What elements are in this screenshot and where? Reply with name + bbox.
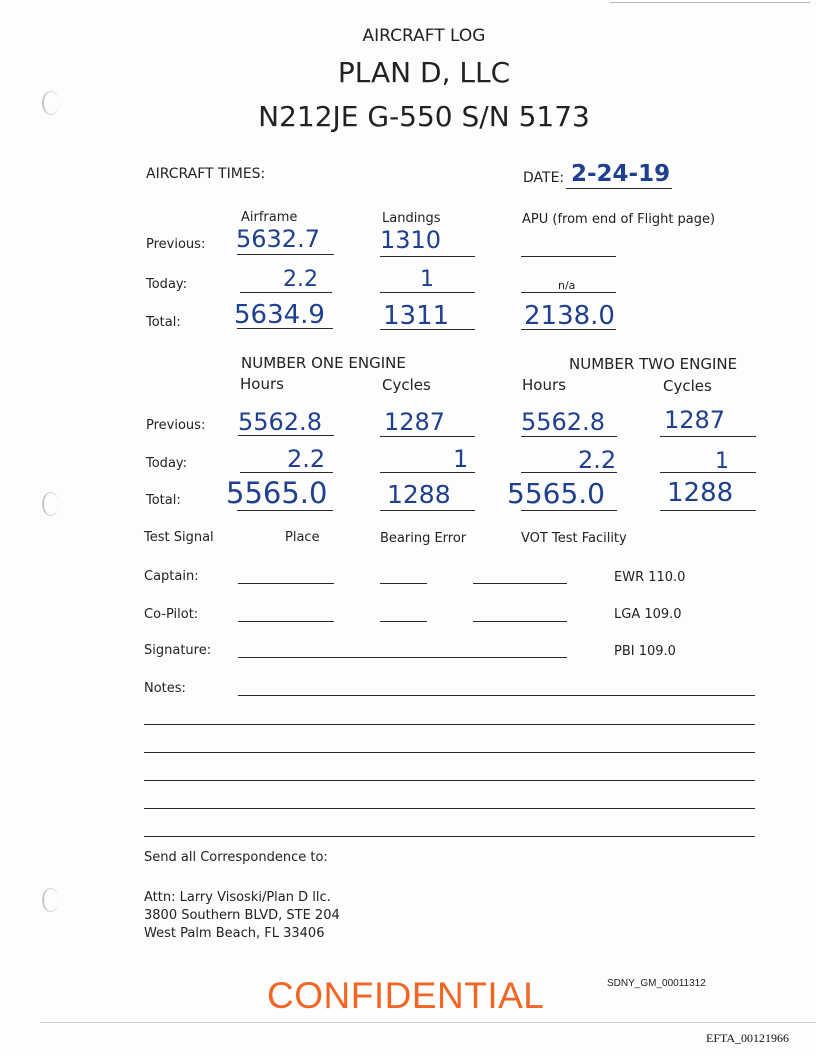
engine-one-today-cycles: 1 <box>453 445 469 473</box>
engine-two-today-hours-line <box>521 472 617 473</box>
place-header: Place <box>285 530 320 545</box>
vot-ewr: EWR 110.0 <box>614 570 686 585</box>
engine-one-previous-hours-line <box>238 435 334 436</box>
notes-line <box>238 695 755 696</box>
engine-today-row-label: Today: <box>146 456 188 471</box>
date-value: 2-24-19 <box>571 161 671 187</box>
company-name: PLAN D, LLC <box>337 56 511 89</box>
engine-one-hours-header: Hours <box>240 375 284 393</box>
engine-two-total-hours: 5565.0 <box>507 477 605 510</box>
copilot-vot-line <box>473 621 567 622</box>
copilot-place-line <box>238 621 334 622</box>
engine-one-total-hours: 5565.0 <box>226 476 328 510</box>
aircraft-identifier: N212JE G-550 S/N 5173 <box>258 100 590 133</box>
engine-previous-row-label: Previous: <box>146 418 206 433</box>
captain-vot-line <box>473 583 567 584</box>
binder-hole-icon <box>42 888 59 912</box>
engine-two-total-cycles-line <box>660 510 756 511</box>
captain-place-line <box>238 583 334 584</box>
vot-pbi: PBI 109.0 <box>614 644 676 659</box>
today-airframe-line <box>240 292 332 293</box>
engine-two-previous-cycles: 1287 <box>664 406 726 434</box>
engine-two-total-cycles: 1288 <box>667 478 734 508</box>
correspondence-heading: Send all Correspondence to: <box>144 850 328 865</box>
engine-two-hours-header: Hours <box>522 376 566 394</box>
date-label: DATE: <box>523 170 565 186</box>
log-title: AIRCRAFT LOG <box>362 26 486 46</box>
today-landings-line <box>380 292 475 293</box>
scan-edge-line <box>610 2 810 3</box>
notes-line <box>144 836 755 837</box>
previous-apu-line <box>521 256 616 257</box>
test-signal-header: Test Signal <box>144 530 214 545</box>
vot-lga: LGA 109.0 <box>614 607 682 622</box>
engine-one-total-cycles-line <box>380 510 475 511</box>
today-apu-value: n/a <box>558 279 576 292</box>
copilot-bearing-line <box>380 621 427 622</box>
signature-line <box>238 657 567 658</box>
correspondence-attn: Attn: Larry Visoski/Plan D llc. <box>144 890 331 905</box>
engine-two-total-hours-line <box>521 510 617 511</box>
engine-two-previous-cycles-line <box>660 436 756 437</box>
total-row-label: Total: <box>146 315 181 330</box>
engine-one-previous-cycles: 1287 <box>384 408 446 436</box>
date-underline <box>566 188 672 189</box>
apu-column-header: APU (from end of Flight page) <box>522 212 716 227</box>
today-row-label: Today: <box>146 277 188 292</box>
engine-two-today-cycles: 1 <box>715 449 729 474</box>
previous-landings-line <box>380 256 475 257</box>
previous-airframe-value: 5632.7 <box>236 225 320 253</box>
binder-hole-icon <box>42 492 59 516</box>
confidential-stamp: CONFIDENTIAL <box>267 975 545 1016</box>
engine-one-today-hours-line <box>240 472 333 473</box>
bearing-error-header: Bearing Error <box>380 531 467 546</box>
engine-two-previous-hours: 5562.8 <box>521 408 605 436</box>
engine-two-heading: NUMBER TWO ENGINE <box>569 355 738 373</box>
previous-row-label: Previous: <box>146 237 206 252</box>
total-landings-line <box>380 329 475 330</box>
correspondence-street: 3800 Southern BLVD, STE 204 <box>144 908 340 923</box>
engine-one-heading: NUMBER ONE ENGINE <box>241 354 406 372</box>
captain-bearing-line <box>380 583 427 584</box>
efta-number: EFTA_00121966 <box>706 1031 790 1045</box>
engine-one-today-hours: 2.2 <box>287 445 326 473</box>
correspondence-city: West Palm Beach, FL 33406 <box>144 926 325 941</box>
previous-landings-value: 1310 <box>380 226 442 254</box>
engine-two-today-hours: 2.2 <box>578 446 617 474</box>
aircraft-times-label: AIRCRAFT TIMES: <box>146 166 266 182</box>
total-landings-value: 1311 <box>383 301 450 331</box>
today-apu-line <box>521 292 616 293</box>
bates-number: SDNY_GM_00011312 <box>607 978 706 989</box>
copilot-label: Co-Pilot: <box>144 607 199 622</box>
engine-two-previous-hours-line <box>521 436 617 437</box>
engine-one-today-cycles-line <box>380 472 475 473</box>
today-airframe-value: 2.2 <box>283 267 318 292</box>
landings-column-header: Landings <box>382 211 441 226</box>
previous-airframe-line <box>237 254 334 255</box>
total-airframe-line <box>237 328 333 329</box>
today-landings-value: 1 <box>420 267 434 292</box>
engine-one-previous-cycles-line <box>380 436 475 437</box>
notes-line <box>144 724 755 725</box>
airframe-column-header: Airframe <box>241 210 298 225</box>
notes-line <box>144 808 755 809</box>
engine-one-total-cycles: 1288 <box>387 480 451 509</box>
total-apu-value: 2138.0 <box>524 301 615 331</box>
scan-edge-line-bottom <box>40 1022 816 1023</box>
notes-line <box>144 752 755 753</box>
engine-two-cycles-header: Cycles <box>663 377 712 395</box>
engine-one-total-hours-line <box>237 510 333 511</box>
total-apu-line <box>521 329 616 330</box>
engine-two-today-cycles-line <box>660 472 756 473</box>
total-airframe-value: 5634.9 <box>234 300 325 330</box>
captain-label: Captain: <box>144 569 199 584</box>
notes-label: Notes: <box>144 681 186 696</box>
vot-test-facility-header: VOT Test Facility <box>521 531 627 546</box>
engine-one-previous-hours: 5562.8 <box>238 408 322 436</box>
signature-label: Signature: <box>144 643 212 658</box>
engine-total-row-label: Total: <box>146 493 181 508</box>
engine-one-cycles-header: Cycles <box>382 376 431 394</box>
notes-line <box>144 780 755 781</box>
